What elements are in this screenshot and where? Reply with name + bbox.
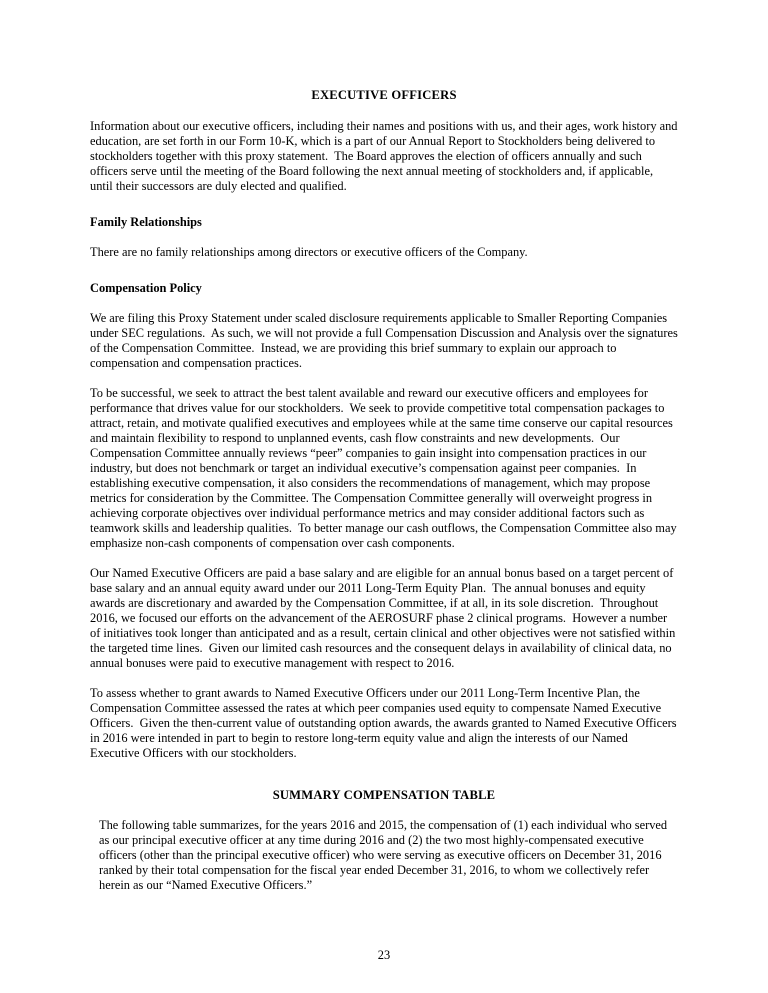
summary-compensation-intro-paragraph: The following table summarizes, for the years 2016 and 2015, the compensation of (1) each individual who served as our principal executive officer at any time during 2016 and (2) the two most highly-compensated executive officers (other than the principal executive officer) who were serving as executive officers on December 31, 2016 ranked by their total compensation for the fiscal year ended December 31, 2016, to whom we collectively refer herein as our “Named Executive Officers.” — [99, 818, 671, 892]
compensation-policy-heading: Compensation Policy — [90, 281, 202, 295]
compensation-policy-paragraph-2: To be successful, we seek to attract the best talent available and reward our executive officers and employees for performance that drives value for our stockholders. We seek to provide competitive total compensation packages to attract, retain, and motivate qualified executives and employees while at the same time conserve our capital resources and maintain flexibility to respond to unplanned events, cash flow constraints and new developments. Our Compensation Committee annually reviews “peer” companies to gain insight into compensation practices in our industry, but does not benchmark or target an individual executive’s compensation against peer companies. In establishing executive compensation, it also considers the recommendations of management, which may propose metrics for consideration by the Committee. The Compensation Committee generally will overweight progress in achieving corporate objectives over individual performance metrics and may consider additional factors such as teamwork skills and leadership qualities. To better manage our cash outflows, the Compensation Committee also may emphasize non-cash components of compensation over cash components. — [90, 386, 680, 550]
compensation-policy-paragraph-3: Our Named Executive Officers are paid a base salary and are eligible for an annual bonus based on a target percent of base salary and an annual equity award under our 2011 Long-Term Equity Plan. The annual bonuses and equity awards are discretionary and awarded by the Compensation Committee, if at all, in its sole discretion. Throughout 2016, we focused our efforts on the advancement of the AEROSURF phase 2 clinical programs. However a number of initiatives took longer than anticipated and as a result, certain clinical and other objectives were not satisfied within the targeted time lines. Given our limited cash resources and the consequent delays in availability of clinical data, no annual bonuses were paid to executive management with respect to 2016. — [90, 566, 679, 670]
compensation-policy-paragraph-1: We are filing this Proxy Statement under scaled disclosure requirements applicable to Smaller Reporting Companies under SEC regulations. As such, we will not provide a full Compensation Discussion and Analysis over the signatures of the Compensation Committee. Instead, we are providing this brief summary to explain our approach to compensation and compensation practices. — [90, 311, 681, 370]
summary-compensation-table-heading: SUMMARY COMPENSATION TABLE — [272, 788, 496, 802]
executive-officers-heading: EXECUTIVE OFFICERS — [311, 88, 457, 102]
family-relationships-heading: Family Relationships — [90, 215, 202, 229]
page-number: 23 — [377, 948, 391, 962]
family-relationships-paragraph: There are no family relationships among directors or executive officers of the Company. — [90, 245, 528, 259]
intro-paragraph: Information about our executive officers, including their names and positions with us, and their ages, work history and education, are set forth in our Form 10-K, which is a part of our Annual Report to Stockholders being delivered to stockholders together with this proxy statement. The Board approves the election of officers annually and such officers serve until the meeting of the Board following the next annual meeting of stockholders and, if applicable, until their successors are duly elected and qualified. — [90, 119, 681, 193]
compensation-policy-paragraph-4: To assess whether to grant awards to Named Executive Officers under our 2011 Long-Term Incentive Plan, the Compensation Committee assessed the rates at which peer companies used equity to compensate Named Executive Officers. Given the then-current value of outstanding option awards, the awards granted to Named Executive Officers in 2016 were intended in part to begin to restore long-term equity value and align the interests of our Named Executive Officers with our stockholders. — [90, 686, 680, 760]
